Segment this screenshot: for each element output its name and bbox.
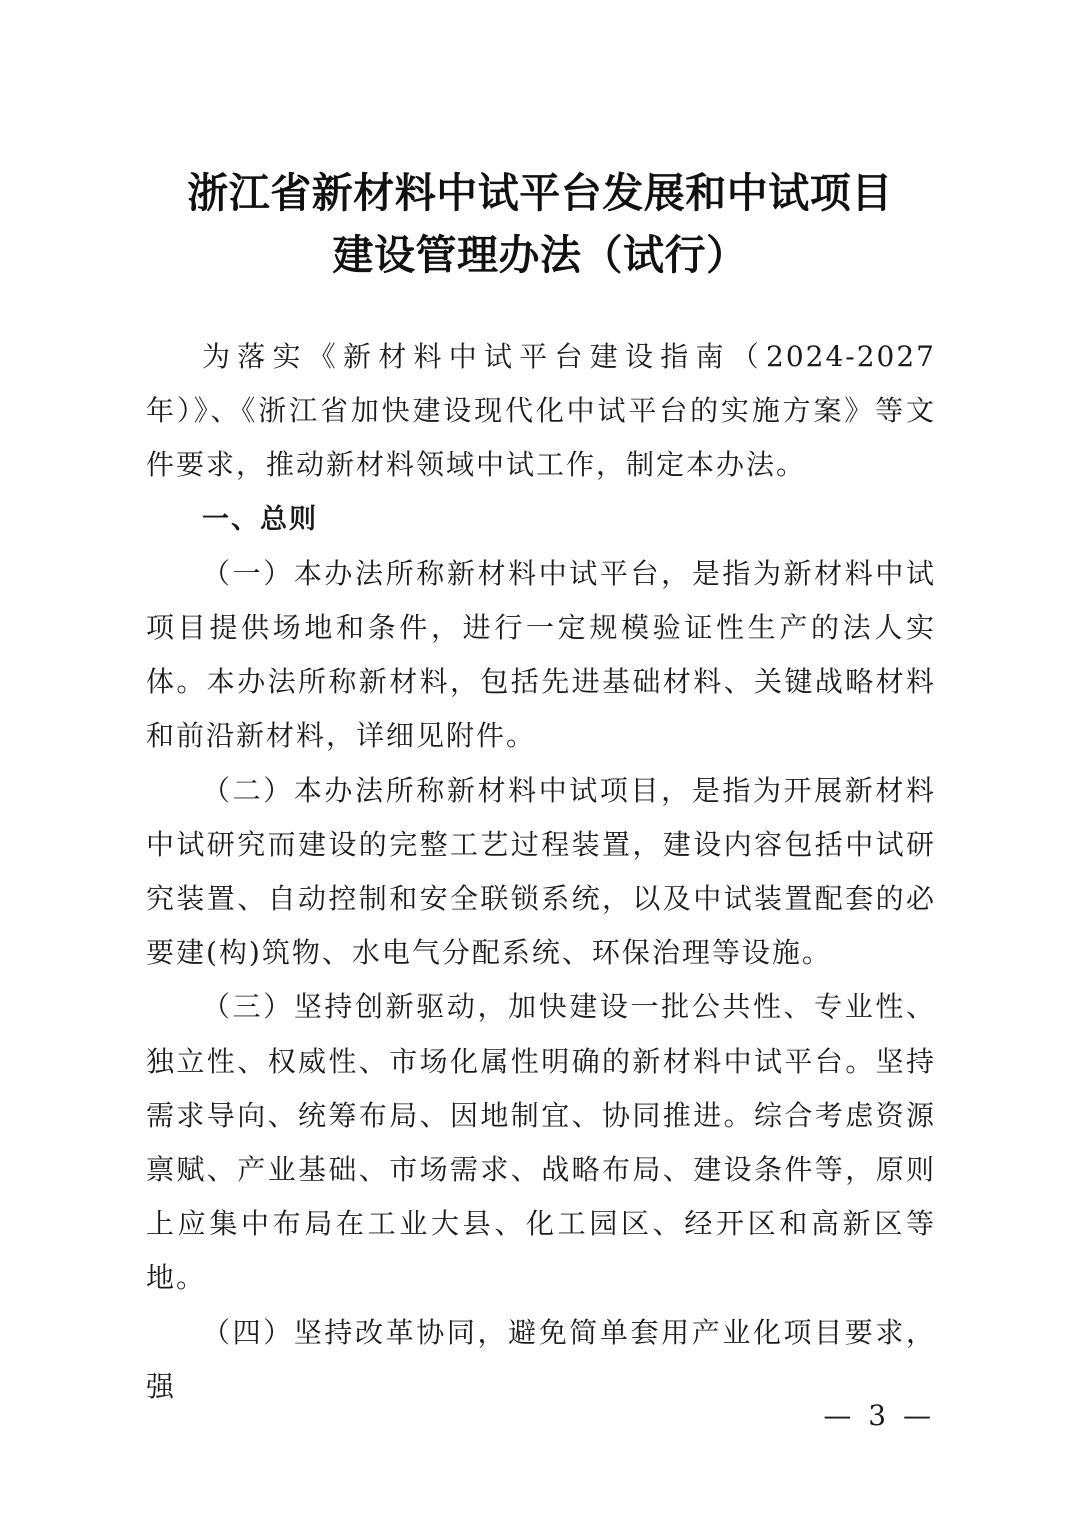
paragraph-intro: 为落实《新材料中试平台建设指南（2024-2027年）》、《浙江省加快建设现代化中试平台的实施方案》等文件要求，推动新材料领域中试工作，制定本办法。 (146, 340, 936, 482)
title-line-2: 建设管理办法（试行） (332, 231, 748, 279)
page-number: — 3 — (823, 1399, 935, 1432)
paragraph-item-4: （四）坚持改革协同，避免简单套用产业化项目要求，强 (146, 1315, 936, 1403)
document-title (0, 162, 1080, 286)
title-line-1: 浙江省新材料中试平台发展和中试项目 (187, 169, 893, 217)
paragraph-item-1: （一）本办法所称新材料中试平台，是指为新材料中试项目提供场地和条件，进行一定规模验证性生产的法人实体。本办法所称新材料，包括先进基础材料、关键战略材料和前沿新材料，详细见附件。 (146, 556, 936, 753)
section-heading: 一、总则 (202, 503, 318, 535)
paragraph-item-3: （三）坚持创新驱动，加快建设一批公共性、专业性、独立性、权威性、市场化属性明确的新材料中试平台。坚持需求导向、统筹布局、因地制宜、协同推进。综合考虑资源禀赋、产业基础、市场需求、战略布局、建设条件等，原则上应集中布局在工业大县、化工园区、经开区和高新区等地。 (146, 990, 936, 1295)
document-body (146, 330, 936, 1414)
paragraph-item-2: （二）本办法所称新材料中试项目，是指为开展新材料中试研究而建设的完整工艺过程装置，建设内容包括中试研究装置、自动控制和安全联锁系统，以及中试装置配套的必要建(构)筑物、水电气分配系统、环保治理等设施。 (146, 773, 936, 970)
